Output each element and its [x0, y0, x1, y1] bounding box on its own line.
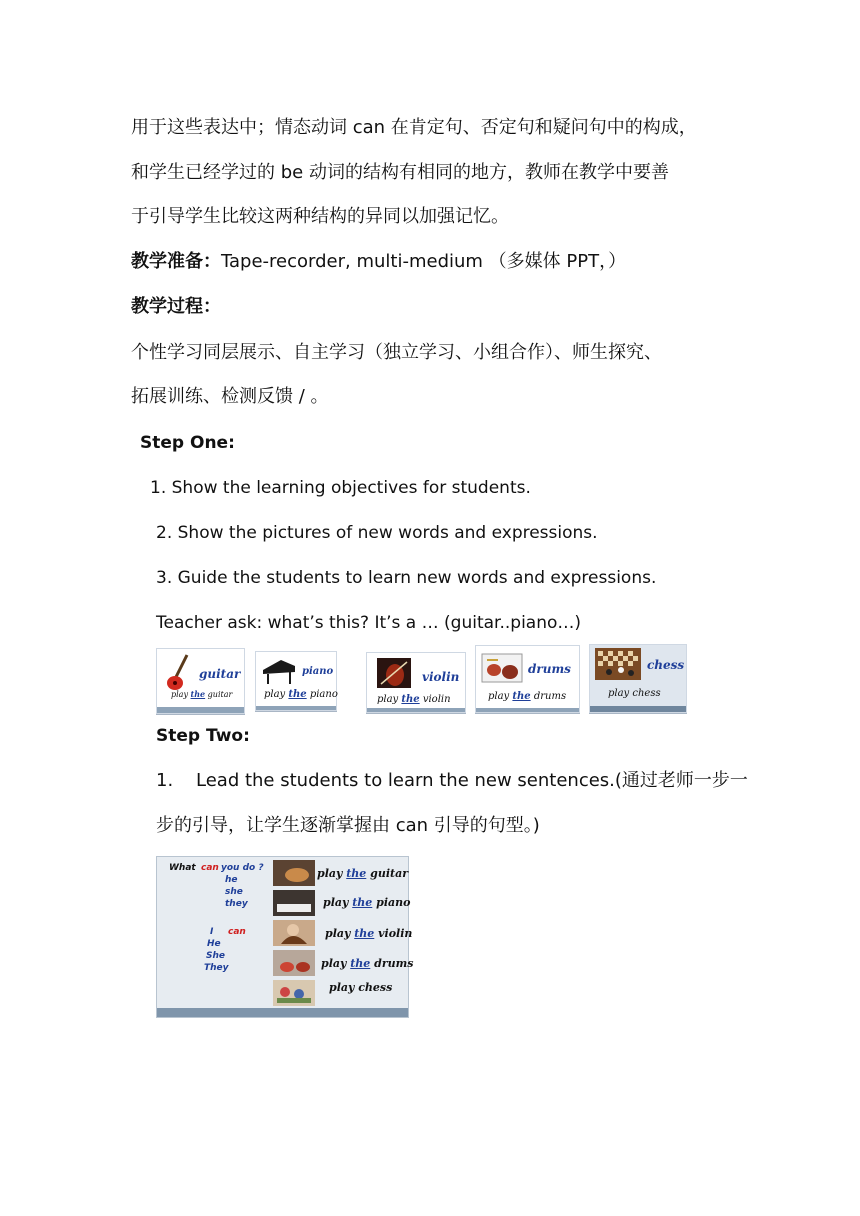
card-footer-bar [476, 708, 579, 712]
card-footer-bar [157, 707, 244, 713]
card-phrase [264, 689, 338, 700]
phrase-pre: play chess [329, 981, 393, 994]
step-two-heading: Step Two: [156, 726, 250, 746]
teacher-question: Teacher ask: what’s this? It’s a … (guitar..piano…) [156, 613, 582, 633]
phrase-pre: play [264, 689, 289, 700]
phrase-post: violin [374, 927, 413, 940]
phrase-the: the [354, 927, 375, 940]
card-footer-bar [590, 706, 686, 712]
phrase-post: violin [419, 694, 451, 705]
step-one-item: 3. Guide the students to learn new words and expressions. [156, 568, 657, 588]
chess-photo-icon [273, 980, 315, 1006]
step-one-item: 1. Show the learning objectives for students. [150, 478, 531, 498]
piano-icon [261, 656, 297, 686]
phrase-pre: play [317, 867, 347, 880]
piano-photo-icon [273, 890, 315, 916]
phrase-the: the [350, 957, 371, 970]
phrase-pre: play [325, 927, 355, 940]
drums-photo-icon [273, 950, 315, 976]
violin-photo-icon [273, 920, 315, 946]
phrase-the: the [190, 689, 206, 699]
card-word: guitar [199, 667, 241, 681]
sentence-slide [156, 856, 414, 1018]
guitar-icon [165, 653, 195, 693]
phrase-pre: play [488, 691, 513, 702]
slide-she-answer: She [206, 951, 225, 961]
slide-footer-bar [157, 1008, 408, 1017]
phrase-post: guitar [205, 690, 233, 699]
slide-phrase [323, 896, 410, 909]
card-drums [475, 645, 580, 713]
card-phrase [488, 691, 566, 702]
phrase-the: the [512, 691, 531, 702]
process-label: 教学过程： [131, 296, 221, 317]
chess-icon [595, 648, 641, 680]
step-one-heading: Step One: [140, 433, 235, 453]
card-phrase [377, 694, 451, 705]
card-word: violin [422, 670, 460, 684]
card-chess [589, 644, 687, 713]
slide-he: he [225, 875, 238, 885]
paragraph-line: 于引导学生比较这两种结构的异同以加强记忆。 [131, 206, 509, 227]
phrase-post: piano [372, 896, 411, 909]
paragraph-line: 个性学习同层展示、自主学习（独立学习、小组合作）、师生探究、 [131, 342, 662, 363]
card-piano [255, 651, 337, 711]
slide-phrase [325, 927, 412, 940]
preparation-line [131, 251, 626, 273]
paragraph-line: 拓展训练、检测反馈 / 。 [131, 386, 329, 407]
card-footer-bar [367, 708, 465, 712]
card-phrase [171, 689, 232, 699]
slide-can-answer: can [228, 927, 246, 937]
paragraph-line: 和学生已经学过的 be 动词的结构有相同的地方，教师在教学中要善 [131, 162, 669, 183]
slide-what: What [169, 863, 196, 873]
phrase-pre: play [323, 896, 353, 909]
phrase-the: the [346, 867, 367, 880]
violin-icon [377, 658, 411, 688]
card-footer-bar [256, 706, 336, 710]
phrase-pre: play [321, 957, 351, 970]
slide-he-answer: He [207, 939, 221, 949]
phrase-the: the [401, 694, 420, 705]
step-one-item: 2. Show the pictures of new words and expressions. [156, 523, 598, 543]
slide-they-answer: They [204, 963, 229, 973]
slide-i: I [210, 927, 214, 937]
preparation-label: 教学准备： [131, 251, 221, 272]
card-word: drums [528, 662, 571, 676]
phrase-pre: play [377, 694, 402, 705]
phrase-post: drums [370, 957, 414, 970]
preparation-text: Tape-recorder, multi-medium （多媒体 PPT，） [221, 251, 627, 272]
step-two-item: Lead the students to learn the new sentences.(通过老师一步一 [196, 770, 748, 791]
guitar-photo-icon [273, 860, 315, 886]
phrase-pre: play [171, 690, 191, 699]
slide-she: she [225, 887, 243, 897]
slide-phrase [317, 867, 408, 880]
slide-phrase [329, 981, 392, 994]
slide-you-do: you do ? [221, 863, 264, 873]
card-word: chess [647, 658, 685, 672]
phrase-post: drums [530, 691, 567, 702]
phrase-post: piano [306, 689, 338, 700]
card-guitar [156, 648, 245, 714]
step-two-item: 步的引导，让学生逐渐掌握由 can 引导的句型。) [156, 815, 540, 836]
phrase-pre: play chess [608, 688, 661, 699]
card-phrase [608, 688, 661, 699]
slide-phrase [321, 957, 413, 970]
drums-icon [482, 654, 522, 682]
paragraph-line: 用于这些表达中；情态动词 can 在肯定句、否定句和疑问句中的构成， [131, 117, 697, 138]
phrase-post: guitar [366, 867, 408, 880]
phrase-the: the [352, 896, 373, 909]
card-word: piano [302, 666, 334, 677]
slide-can: can [201, 863, 219, 873]
slide-they: they [225, 899, 248, 909]
step-two-number: 1. [156, 770, 174, 791]
phrase-the: the [288, 689, 307, 700]
card-violin [366, 652, 466, 713]
